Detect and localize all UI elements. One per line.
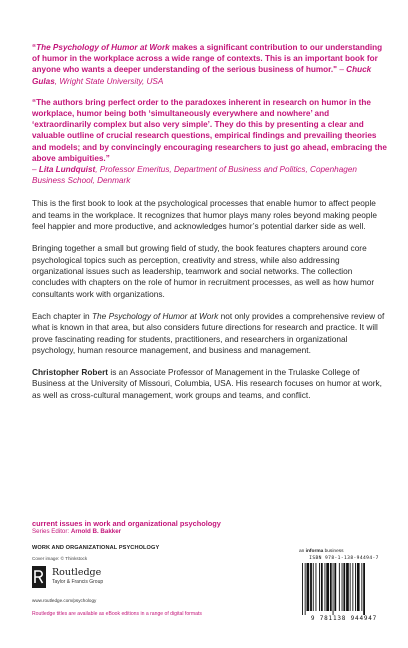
isbn-label: ISBN 978-1-138-94494-7 bbox=[309, 556, 379, 561]
series-editor-name: Arnold B. Bakker bbox=[70, 528, 122, 535]
routledge-r-icon bbox=[32, 566, 46, 588]
publisher-name: Routledge bbox=[52, 567, 102, 578]
quote2-affiliation: , Professor Emeritus, Department of Business and Politics, Copenhagen Business School, Denmark bbox=[32, 165, 357, 186]
publisher-group: Taylor & Francis Group bbox=[52, 579, 104, 585]
quote1-author: Chuck Gulas bbox=[32, 65, 372, 86]
description-paragraph-3 bbox=[32, 311, 388, 357]
quote1-affiliation: , Wright State University, USA bbox=[54, 76, 164, 86]
quote1-book-title: The Psychology of Humor at Work bbox=[36, 43, 170, 52]
quote2-text: “The authors bring perfect order to the paradoxes inherent in research on humor in the workplace, humor being both ‘simultaneously everywhere and nowhere’ and ‘extraordinarily complex but also very simple’. They do this by presenting a clear and valuable outline of crucial research questions, empirical findings and prevailing theories and models; and by convincingly encouraging researchers to just go ahead, embracing the above ambiguities.” bbox=[32, 97, 387, 163]
ebook-note: Routledge titles are available as eBook editions in a range of digital formats bbox=[32, 611, 202, 617]
barcode-block bbox=[298, 556, 390, 626]
series-title: current issues in work and organizational psychology bbox=[32, 519, 221, 528]
quote1-open: “ bbox=[32, 43, 37, 52]
author-bio bbox=[32, 367, 388, 401]
subject-category: WORK AND ORGANIZATIONAL PSYCHOLOGY bbox=[32, 545, 160, 551]
author-bio-text: is an Associate Professor of Management in the Trulaske College of Business at the University of Missouri, Columbia, USA. His research focuses on humor at work, as well as cross-cultural management, work groups and teams, and conflict. bbox=[32, 366, 382, 400]
barcode-digits: 9 781138 944947 bbox=[310, 615, 378, 622]
author-name: Christopher Robert bbox=[32, 366, 109, 377]
barcode-icon bbox=[302, 563, 386, 615]
para3-after: not only provides a comprehensive review of what is known in that area, but also considers future directions for research and practice. It will prove fascinating reading for students, practitioners, and researchers in organizational psychology, human resource management, and business and management. bbox=[32, 310, 385, 355]
informa-brand: informa bbox=[305, 549, 324, 554]
series-block bbox=[32, 519, 221, 536]
quote2-attribution bbox=[32, 164, 388, 186]
informa-prefix: an bbox=[299, 549, 306, 554]
para3-book-title: The Psychology of Humor at Work bbox=[91, 310, 219, 321]
quote2-author: Lita Lundquist bbox=[38, 165, 96, 175]
description-paragraph-1: This is the first book to look at the psychological processes that enable humor to affect people and teams in the workplace. It recognizes that humor plays many roles beyond making people feel happier and more productive, and acknowledges humor’s potential darker side as well. bbox=[32, 198, 377, 232]
description-paragraph-2: Bringing together a small but growing field of study, the book features chapters around core psychological topics such as perception, creativity and stress, while also addressing organizational issues such as leadership, teamwork and social networks. The collection concludes with chapters on the role of humor in recruitment processes, as well as how humor consultants work with organizations. bbox=[32, 243, 375, 299]
cover-image-credit: Cover image: © Thinkstock bbox=[32, 556, 88, 561]
informa-suffix: business bbox=[323, 549, 344, 554]
series-editor-label: Series Editor: bbox=[32, 528, 71, 535]
quote2-dash: – bbox=[32, 165, 39, 175]
publisher-logo bbox=[32, 566, 172, 596]
endorsement-quote-2 bbox=[32, 97, 388, 164]
series-editor bbox=[32, 528, 221, 536]
informa-business-mark bbox=[299, 549, 344, 554]
quote1-text: makes a significant contribution to our understanding of humor in the workplace across a wide range of contexts. This is an important book for anyone who wants a deeper understanding of the serious business of humor." bbox=[32, 43, 383, 75]
quote1-dash: – bbox=[337, 65, 347, 75]
para3-before: Each chapter in bbox=[32, 310, 92, 321]
publisher-website[interactable]: www.routledge.com/psychology bbox=[32, 598, 97, 603]
endorsement-quote-1 bbox=[32, 42, 388, 87]
